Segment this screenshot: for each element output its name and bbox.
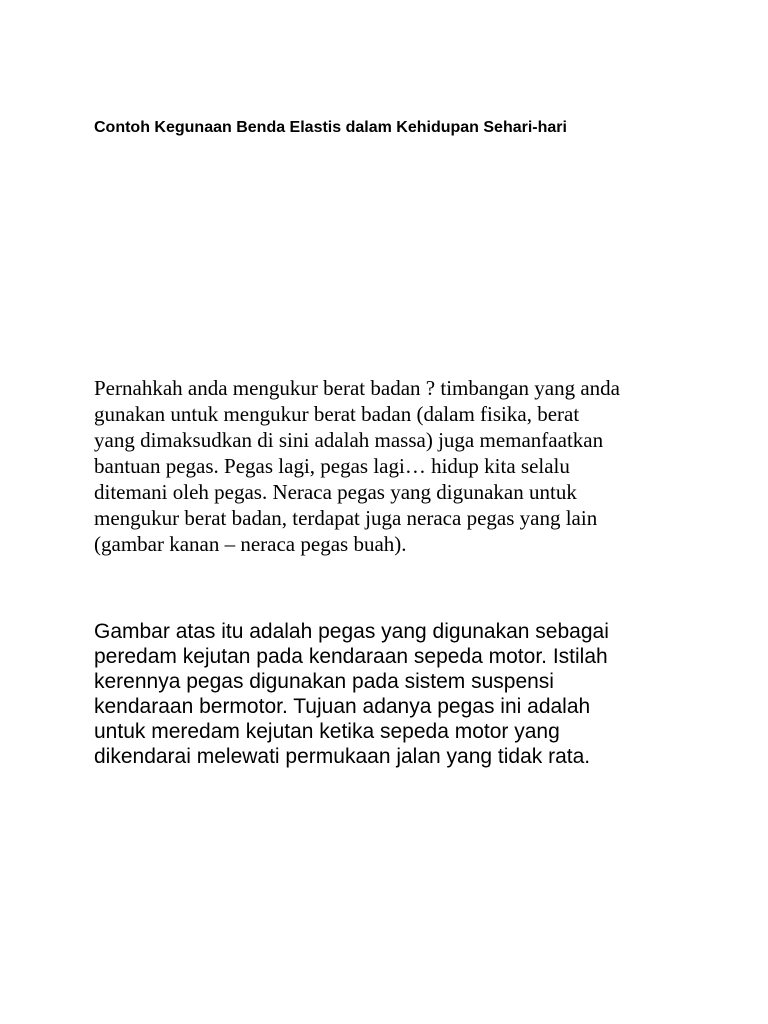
paragraph-line: Gambar atas itu adalah pegas yang digunakan sebagai (94, 620, 609, 643)
paragraph-line: ditemani oleh pegas. Neraca pegas yang digunakan untuk (94, 480, 577, 504)
paragraph-line: yang dimaksudkan di sini adalah massa) juga memanfaatkan (94, 428, 604, 452)
paragraph-line: kendaraan bermotor. Tujuan adanya pegas ini adalah (94, 695, 591, 718)
paragraph-line: Pernahkah anda mengukur berat badan ? timbangan yang anda (94, 376, 620, 400)
paragraph-line: untuk meredam kejutan ketika sepeda motor yang (94, 720, 560, 743)
paragraph-suspensi (94, 619, 706, 769)
paragraph-line: (gambar kanan – neraca pegas buah). (94, 532, 407, 556)
paragraph-line: bantuan pegas. Pegas lagi, pegas lagi… hidup kita selalu (94, 454, 570, 478)
paragraph-line: peredam kejutan pada kendaraan sepeda motor. Istilah (94, 645, 608, 668)
paragraph-line: dikendarai melewati permukaan jalan yang tidak rata. (94, 745, 591, 768)
paragraph-timbangan (94, 375, 706, 557)
paragraph-line: kerennya pegas digunakan pada sistem suspensi (94, 670, 554, 693)
document-title: Contoh Kegunaan Benda Elastis dalam Kehidupan Sehari-hari (94, 119, 567, 136)
paragraph-line: gunakan untuk mengukur berat badan (dalam fisika, berat (94, 402, 580, 426)
paragraph-line: mengukur berat badan, terdapat juga neraca pegas yang lain (94, 506, 598, 530)
